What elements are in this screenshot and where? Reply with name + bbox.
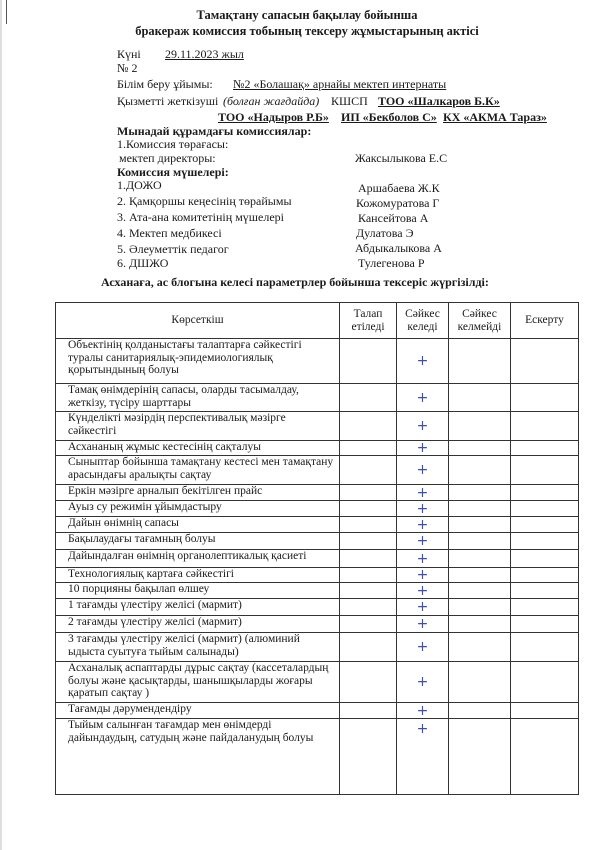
check-mark: + [397,412,449,441]
table-row [56,501,579,517]
title-line-1: Тамақтану сапасын бақылау бойынша [196,8,418,22]
table-row [56,441,579,456]
row-indicator: Бақылаудағы тағамның болуы [56,533,340,550]
row-indicator: Сыныптар бойынша тамақтану кестесі мен тамақтану арасындағы аралықты сақтау [56,456,340,485]
header-indicator: Көрсеткіш [56,303,340,339]
row-indicator: Асхананың жұмыс кестесінің сақталуы [56,441,340,456]
table-row [56,616,579,633]
check-mark: + [397,441,449,456]
date-label: Күні [117,47,141,61]
table-row [56,412,579,441]
table-row [56,384,579,412]
check-mark: + [397,616,449,633]
supplier-4: КХ «АКМА Тараз» [443,110,547,124]
member-name: Тулегенова Р [358,256,425,270]
table-row [56,568,579,583]
check-mark: + [397,384,449,412]
header-compliant: Сәйкес келеді [397,303,449,339]
member-role: 1.ДОЖО [117,178,162,192]
check-mark: + [397,339,449,384]
member-name: Кансейтова А [358,211,429,225]
header-note: Ескерту [511,303,579,339]
supplier-2: ТОО «Надыров Р.Б» [218,110,329,124]
row-indicator: Күнделікті мәзірдің перспективалық мәзірге сәйкестігі [56,412,340,441]
row-indicator: Ауыз су режимін ұйымдастыру [56,501,340,517]
table-row [56,633,579,662]
commission-heading: Мынадай құрамдағы комиссиялар: [117,124,312,138]
table-row [56,662,579,703]
supplier-note: (болған жағдайда) [223,94,320,108]
check-mark: + [397,703,449,719]
row-indicator: Дайын өнімнің сапасы [56,517,340,533]
check-mark: + [397,485,449,501]
row-indicator: 3 тағамды үлестіру желісі (мармит) (алюминий ыдыста суытуға тыйым салынады) [56,633,340,662]
org-value: №2 «Болашақ» арнайы мектеп интернаты [233,77,447,91]
check-mark: + [397,550,449,568]
member-role: 3. Ата-ана комитетінің мүшелері [117,210,284,224]
table-row [56,599,579,616]
supplier-1: ТОО «Шалкаров Б.К» [378,94,500,108]
check-mark: + [397,533,449,550]
row-indicator: 1 тағамды үлестіру желісі (мармит) [56,599,340,616]
member-name: Аршабаева Ж.К [358,181,440,195]
director-label: мектеп директоры: [119,151,216,165]
member-name: Дулатова Э [356,226,414,240]
number-label: № 2 [117,61,138,75]
row-indicator: Тыйым салынған тағамдар мен өнімдерді дайындаудың, сатудың және пайдаланудың болуы [56,719,340,795]
check-mark: + [397,583,449,599]
members-heading: Комиссия мүшелері: [117,165,229,179]
member-role: 5. Әлеуметтік педагог [117,242,229,256]
table-row [56,456,579,485]
org-label: Білім беру ұйымы: [117,77,213,91]
supplier-prefix: КШСП [331,94,368,108]
inspection-table [55,302,579,795]
table-header-row [56,303,579,339]
row-indicator: Асханалық аспаптарды дұрыс сақтау (кассеталардың болуы және қасықтарды, шанышқыларды жоғары қаратып сақтау ) [56,662,340,703]
member-role: 6. ДШЖО [117,256,169,270]
table-row [56,485,579,501]
table-row [56,583,579,599]
member-name: Кожомуратова Г [356,196,440,210]
chair-label: 1.Комиссия төрағасы: [117,137,229,151]
check-mark: + [397,719,449,795]
row-indicator: Еркін мәзірге арналып бекітілген прайс [56,485,340,501]
table-row [56,719,579,795]
member-role: 2. Қамқоршы кеңесінің төрайымы [117,194,292,208]
row-indicator: Тамақ өнімдерінің сапасы, оларды тасымалдау, жеткізу, түсіру шарттары [56,384,340,412]
row-indicator: 10 порцияны бақылап өлшеу [56,583,340,599]
table-row [56,339,579,384]
row-indicator: Объектінің қолданыстағы талаптарға сәйкестігі туралы санитариялық-эпидемиологиялық қорытындының болуы [56,339,340,384]
check-mark: + [397,456,449,485]
check-mark: + [397,633,449,662]
date-value: 29.11.2023 жыл [165,47,244,61]
member-name: Абдыкалыкова А [355,241,442,255]
check-intro: Асханаға, ас блогына келесі параметрлер бойынша тексеріс жүргізілді: [101,275,489,289]
row-indicator: Тағамды дәрумендендіру [56,703,340,719]
check-mark: + [397,599,449,616]
supplier-label: Қызметті жеткізуші [117,94,219,108]
table-row [56,533,579,550]
table-row [56,517,579,533]
row-indicator: Дайындалған өнімнің органолептикалық қасиеті [56,550,340,568]
header-noncompliant: Сәйкес келмейді [449,303,511,339]
table-row [56,550,579,568]
check-mark: + [397,517,449,533]
member-role: 4. Мектеп медбикесі [117,226,222,240]
check-mark: + [397,568,449,583]
table-row [56,703,579,719]
scan-edge [0,0,2,850]
title-line-2: бракераж комиссия тобының тексеру жұмыстарының актісі [135,24,479,38]
director-name: Жаксылыкова Е.С [355,151,448,165]
supplier-3: ИП «Бекболов С» [341,110,437,124]
check-mark: + [397,662,449,703]
check-mark: + [397,501,449,517]
row-indicator: 2 тағамды үлестіру желісі (мармит) [56,616,340,633]
header-required: Талап етіледі [340,303,397,339]
row-indicator: Технологиялық картаға сәйкестігі [56,568,340,583]
